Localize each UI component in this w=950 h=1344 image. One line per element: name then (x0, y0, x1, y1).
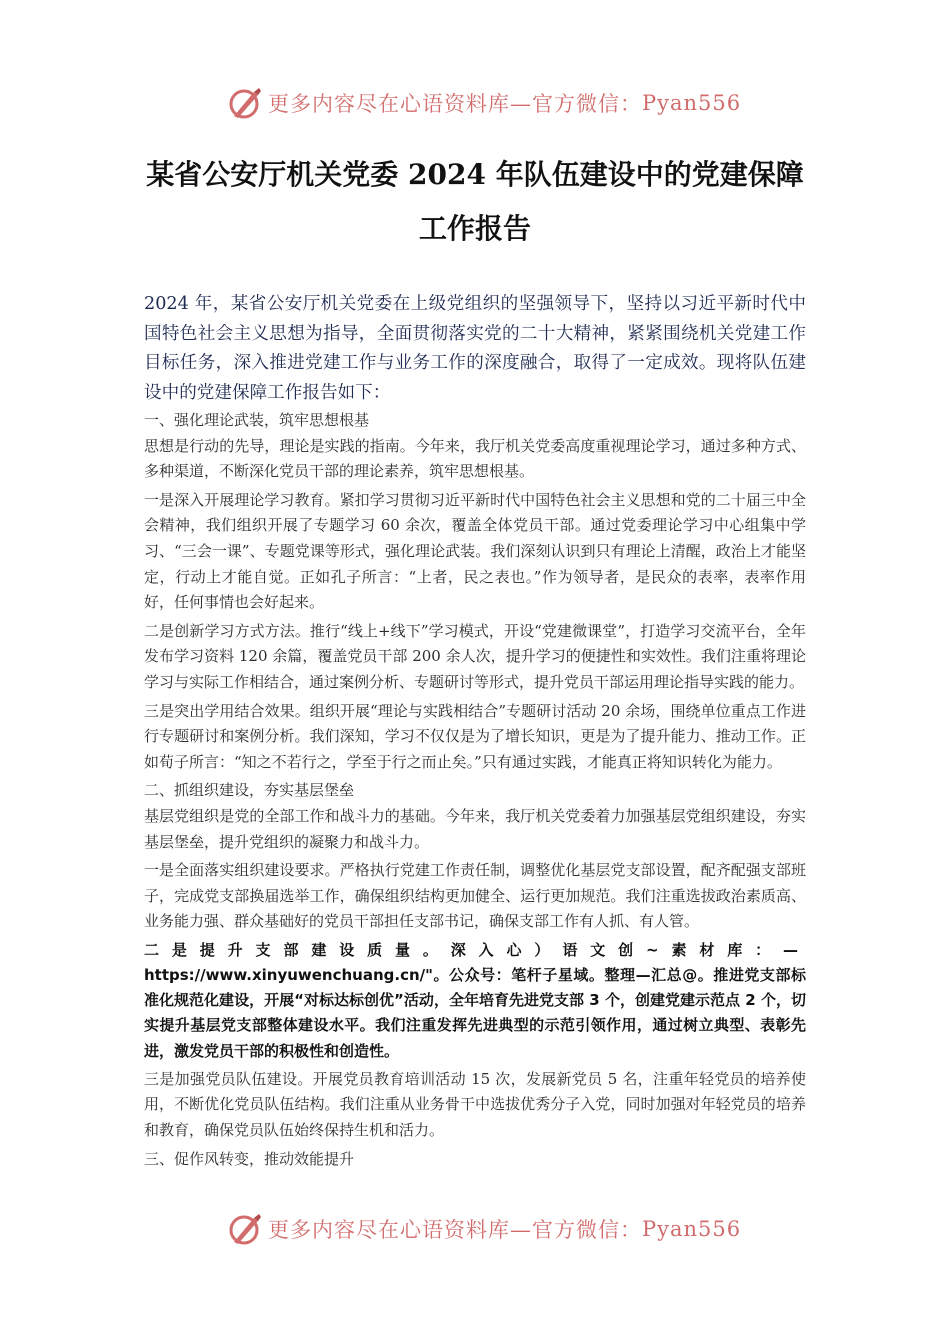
section-2-paragraph-2 (144, 938, 806, 1064)
page-title (120, 148, 830, 256)
section-1-paragraph-0: 思想是行动的先导，理论是实践的指南。今年来，我厅机关党委高度重视理论学习，通过多种方式、多种渠道，不断深化党员干部的理论素养，筑牢思想根基。 (144, 436, 806, 481)
section-1-paragraph-1: 一是深入开展理论学习教育。紧扣学习贯彻习近平新时代中国特色社会主义思想和党的二十届三中全会精神，我们组织开展了专题学习 60 余次，覆盖全体党员干部。通过党委理论学习中心组集中学习、“三会一课”、专题党课等形式，强化理论武装。我们深刻认识到只有理论上清醒，政治上才能坚定，行动上才能自觉。正如孔子所言：“上者，民之表也。”作为领导者，是民众的表率，表率作用好，任何事情也会好起来。 (144, 490, 806, 612)
title-line-2: 工作报告 (418, 212, 531, 245)
section-2-paragraph-3: 三是加强党员队伍建设。开展党员教育培训活动 15 次，发展新党员 5 名，注重年轻党员的培养使用，不断优化党员队伍结构。我们注重从业务骨干中选拔优秀分子入党，同时加强对年轻党员的培养和教育，确保党员队伍始终保持生机和活力。 (144, 1069, 806, 1140)
section-2-paragraph-2-rest: https://www.xinyuwenchuang.cn/"。公众号：笔杆子星域。整理—汇总@。推进党支部标准化规范化建设，开展“对标达标创优”活动，全年培育先进党支部 3 个，创建党建示范点 2 个，切实提升基层党支部整体建设水平。我们注重发挥先进典型的示范引领作用，通过树立典型、表彰先进，激发党员干部的积极性和创造性。 (144, 966, 806, 1060)
pen-logo-icon (228, 1212, 262, 1246)
section-1-paragraph-3: 三是突出学用结合效果。组织开展“理论与实践相结合”专题研讨活动 20 余场，围绕单位重点工作进行专题研讨和案例分析。我们深知，学习不仅仅是为了增长知识，更是为了提升能力、推动工作。正如荀子所言：“知之不若行之，学至于行之而止矣。”只有通过实践，才能真正将知识转化为能力。 (144, 701, 806, 771)
title-line-1: 某省公安厅机关党委 2024 年队伍建设中的党建保障 (146, 158, 804, 191)
section-2-paragraph-1: 一是全面落实组织建设要求。严格执行党建工作责任制，调整优化基层党支部设置，配齐配强支部班子，完成党支部换届选举工作，确保组织结构更加健全、运行更加规范。我们注重选拔政治素质高、业务能力强、群众基础好的党员干部担任支部书记，确保支部工作有人抓、有人管。 (144, 861, 806, 931)
banner-text: 更多内容尽在心语资料库—官方微信： (268, 92, 642, 116)
section-1-heading: 一、强化理论武装，筑牢思想根基 (144, 411, 370, 429)
intro-paragraph: 2024 年，某省公安厅机关党委在上级党组织的坚强领导下，坚持以习近平新时代中国特色社会主义思想为指导，全面贯彻落实党的二十大精神，紧紧围绕机关党建工作目标任务，深入推进党建工作与业务工作的深度融合，取得了一定成效。现将队伍建设中的党建保障工作报告如下： (144, 294, 806, 403)
banner-wechat-id: Pyan556 (642, 1217, 742, 1241)
section-2-heading: 二、抓组织建设，夯实基层堡垒 (144, 781, 355, 800)
section-2-paragraph-2-lead: 二是提升支部建设质量。深入心）语文创~素材库：— (144, 940, 806, 959)
bottom-banner (0, 1210, 950, 1250)
banner-text: 更多内容尽在心语资料库—官方微信： (268, 1218, 642, 1242)
section-1-paragraph-2: 二是创新学习方式方法。推行“线上+线下”学习模式，开设“党建微课堂”，打造学习交流平台，全年发布学习资料 120 余篇，覆盖党员干部 200 余人次，提升学习的便捷性和实效性。我们注重将理论学习与实际工作相结合，通过案例分析、专题研讨等形式，提升党员干部运用理论指导实践的能力。 (144, 621, 806, 691)
pen-logo-icon (228, 86, 262, 120)
document-body (144, 290, 806, 1172)
top-banner (0, 84, 950, 124)
section-3-heading: 三、促作风转变，推动效能提升 (144, 1149, 355, 1168)
section-2-paragraph-0: 基层党组织是党的全部工作和战斗力的基础。今年来，我厅机关党委着力加强基层党组织建设，夯实基层堡垒，提升党组织的凝聚力和战斗力。 (144, 806, 806, 851)
banner-wechat-id: Pyan556 (642, 91, 742, 115)
